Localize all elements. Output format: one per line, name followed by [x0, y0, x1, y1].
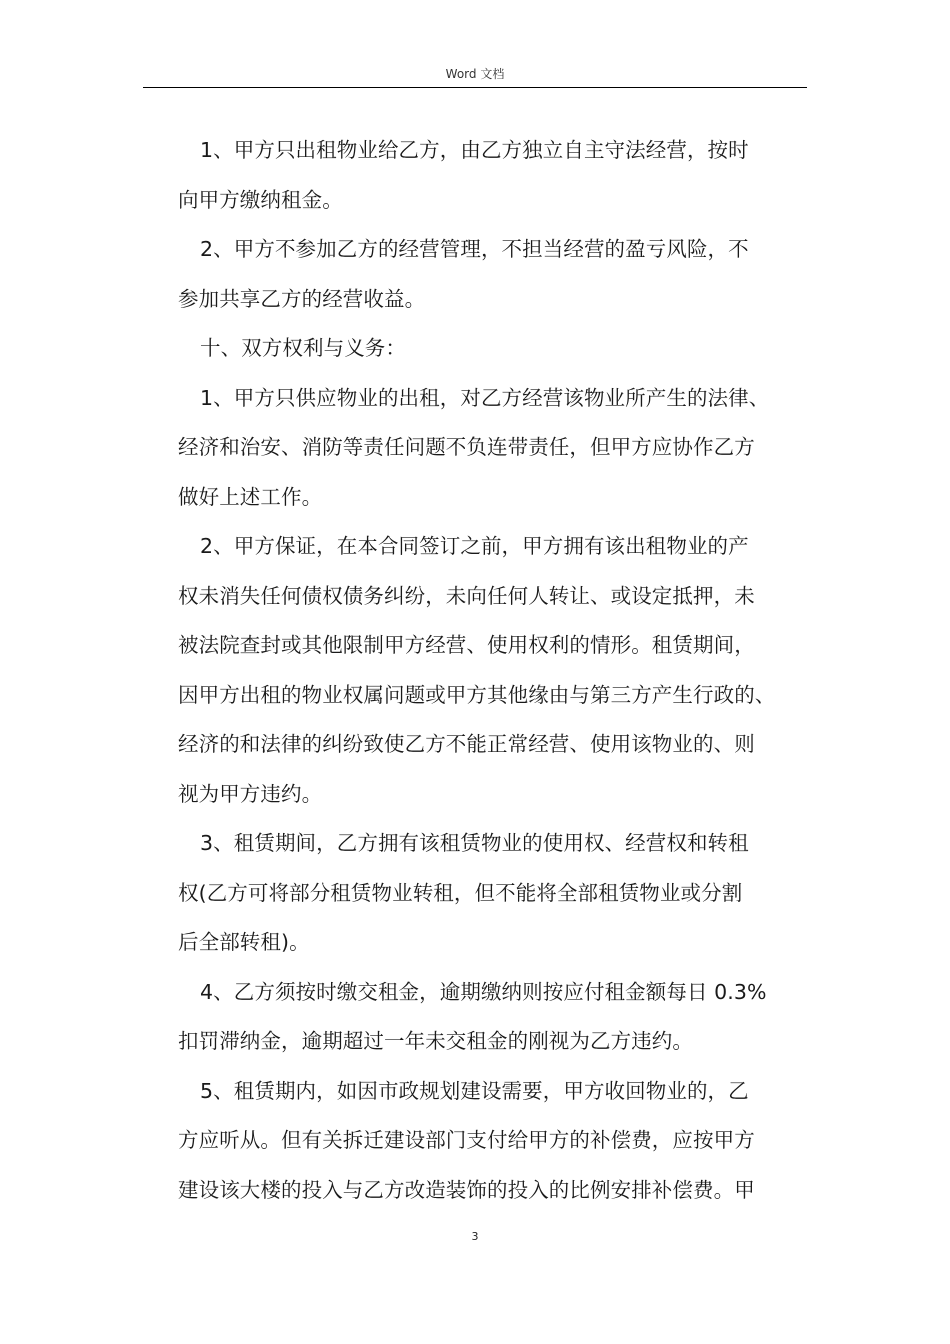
body-line: 权(乙方可将部分租赁物业转租，但不能将全部租赁物业或分割 [178, 880, 743, 905]
body-line: 向甲方缴纳租金。 [178, 187, 343, 212]
document-body [178, 126, 818, 1215]
body-line: 1、甲方只供应物业的出租，对乙方经营该物业所产生的法律、 [200, 385, 770, 410]
body-line: 做好上述工作。 [178, 484, 323, 509]
body-line: 4、乙方须按时缴交租金，逾期缴纳则按应付租金额每日 0.3% [200, 979, 767, 1004]
body-line: 十、双方权利与义务： [200, 336, 406, 360]
body-line: 2、甲方不参加乙方的经营管理，不担当经营的盈亏风险，不 [200, 237, 749, 261]
body-line: 因甲方出租的物业权属问题或甲方其他缘由与第三方产生行政的、 [178, 682, 776, 707]
body-line: 1、甲方只出租物业给乙方，由乙方独立自主守法经营，按时 [200, 138, 749, 162]
body-line: 3、租赁期间，乙方拥有该租赁物业的使用权、经营权和转租 [200, 831, 749, 855]
body-line: 建设该大楼的投入与乙方改造装饰的投入的比例安排补偿费。甲 [178, 1177, 755, 1202]
body-line: 扣罚滞纳金，逾期超过一年未交租金的刚视为乙方违约。 [178, 1029, 693, 1053]
page-header-title: Word 文档 [445, 67, 505, 81]
body-line: 2、甲方保证，在本合同签订之前，甲方拥有该出租物业的产 [200, 534, 749, 558]
body-line: 5、租赁期内，如因市政规划建设需要，甲方收回物业的，乙 [200, 1078, 749, 1103]
body-line: 方应听从。但有关拆迁建设部门支付给甲方的补偿费，应按甲方 [178, 1128, 755, 1152]
body-line: 视为甲方违约。 [178, 781, 323, 806]
body-line: 后全部转租)。 [178, 930, 310, 954]
body-line: 经济和治安、消防等责任问题不负连带责任，但甲方应协作乙方 [178, 435, 755, 459]
header-divider [143, 87, 807, 88]
body-line: 被法院查封或其他限制甲方经营、使用权利的情形。租赁期间， [178, 633, 755, 657]
body-line: 经济的和法律的纠纷致使乙方不能正常经营、使用该物业的、则 [178, 732, 755, 756]
body-line: 参加共享乙方的经营收益。 [178, 286, 426, 311]
body-line: 权未消失任何债权债务纠纷，未向任何人转让、或设定抵押，未 [178, 583, 755, 608]
page-number: 3 [471, 1230, 479, 1243]
